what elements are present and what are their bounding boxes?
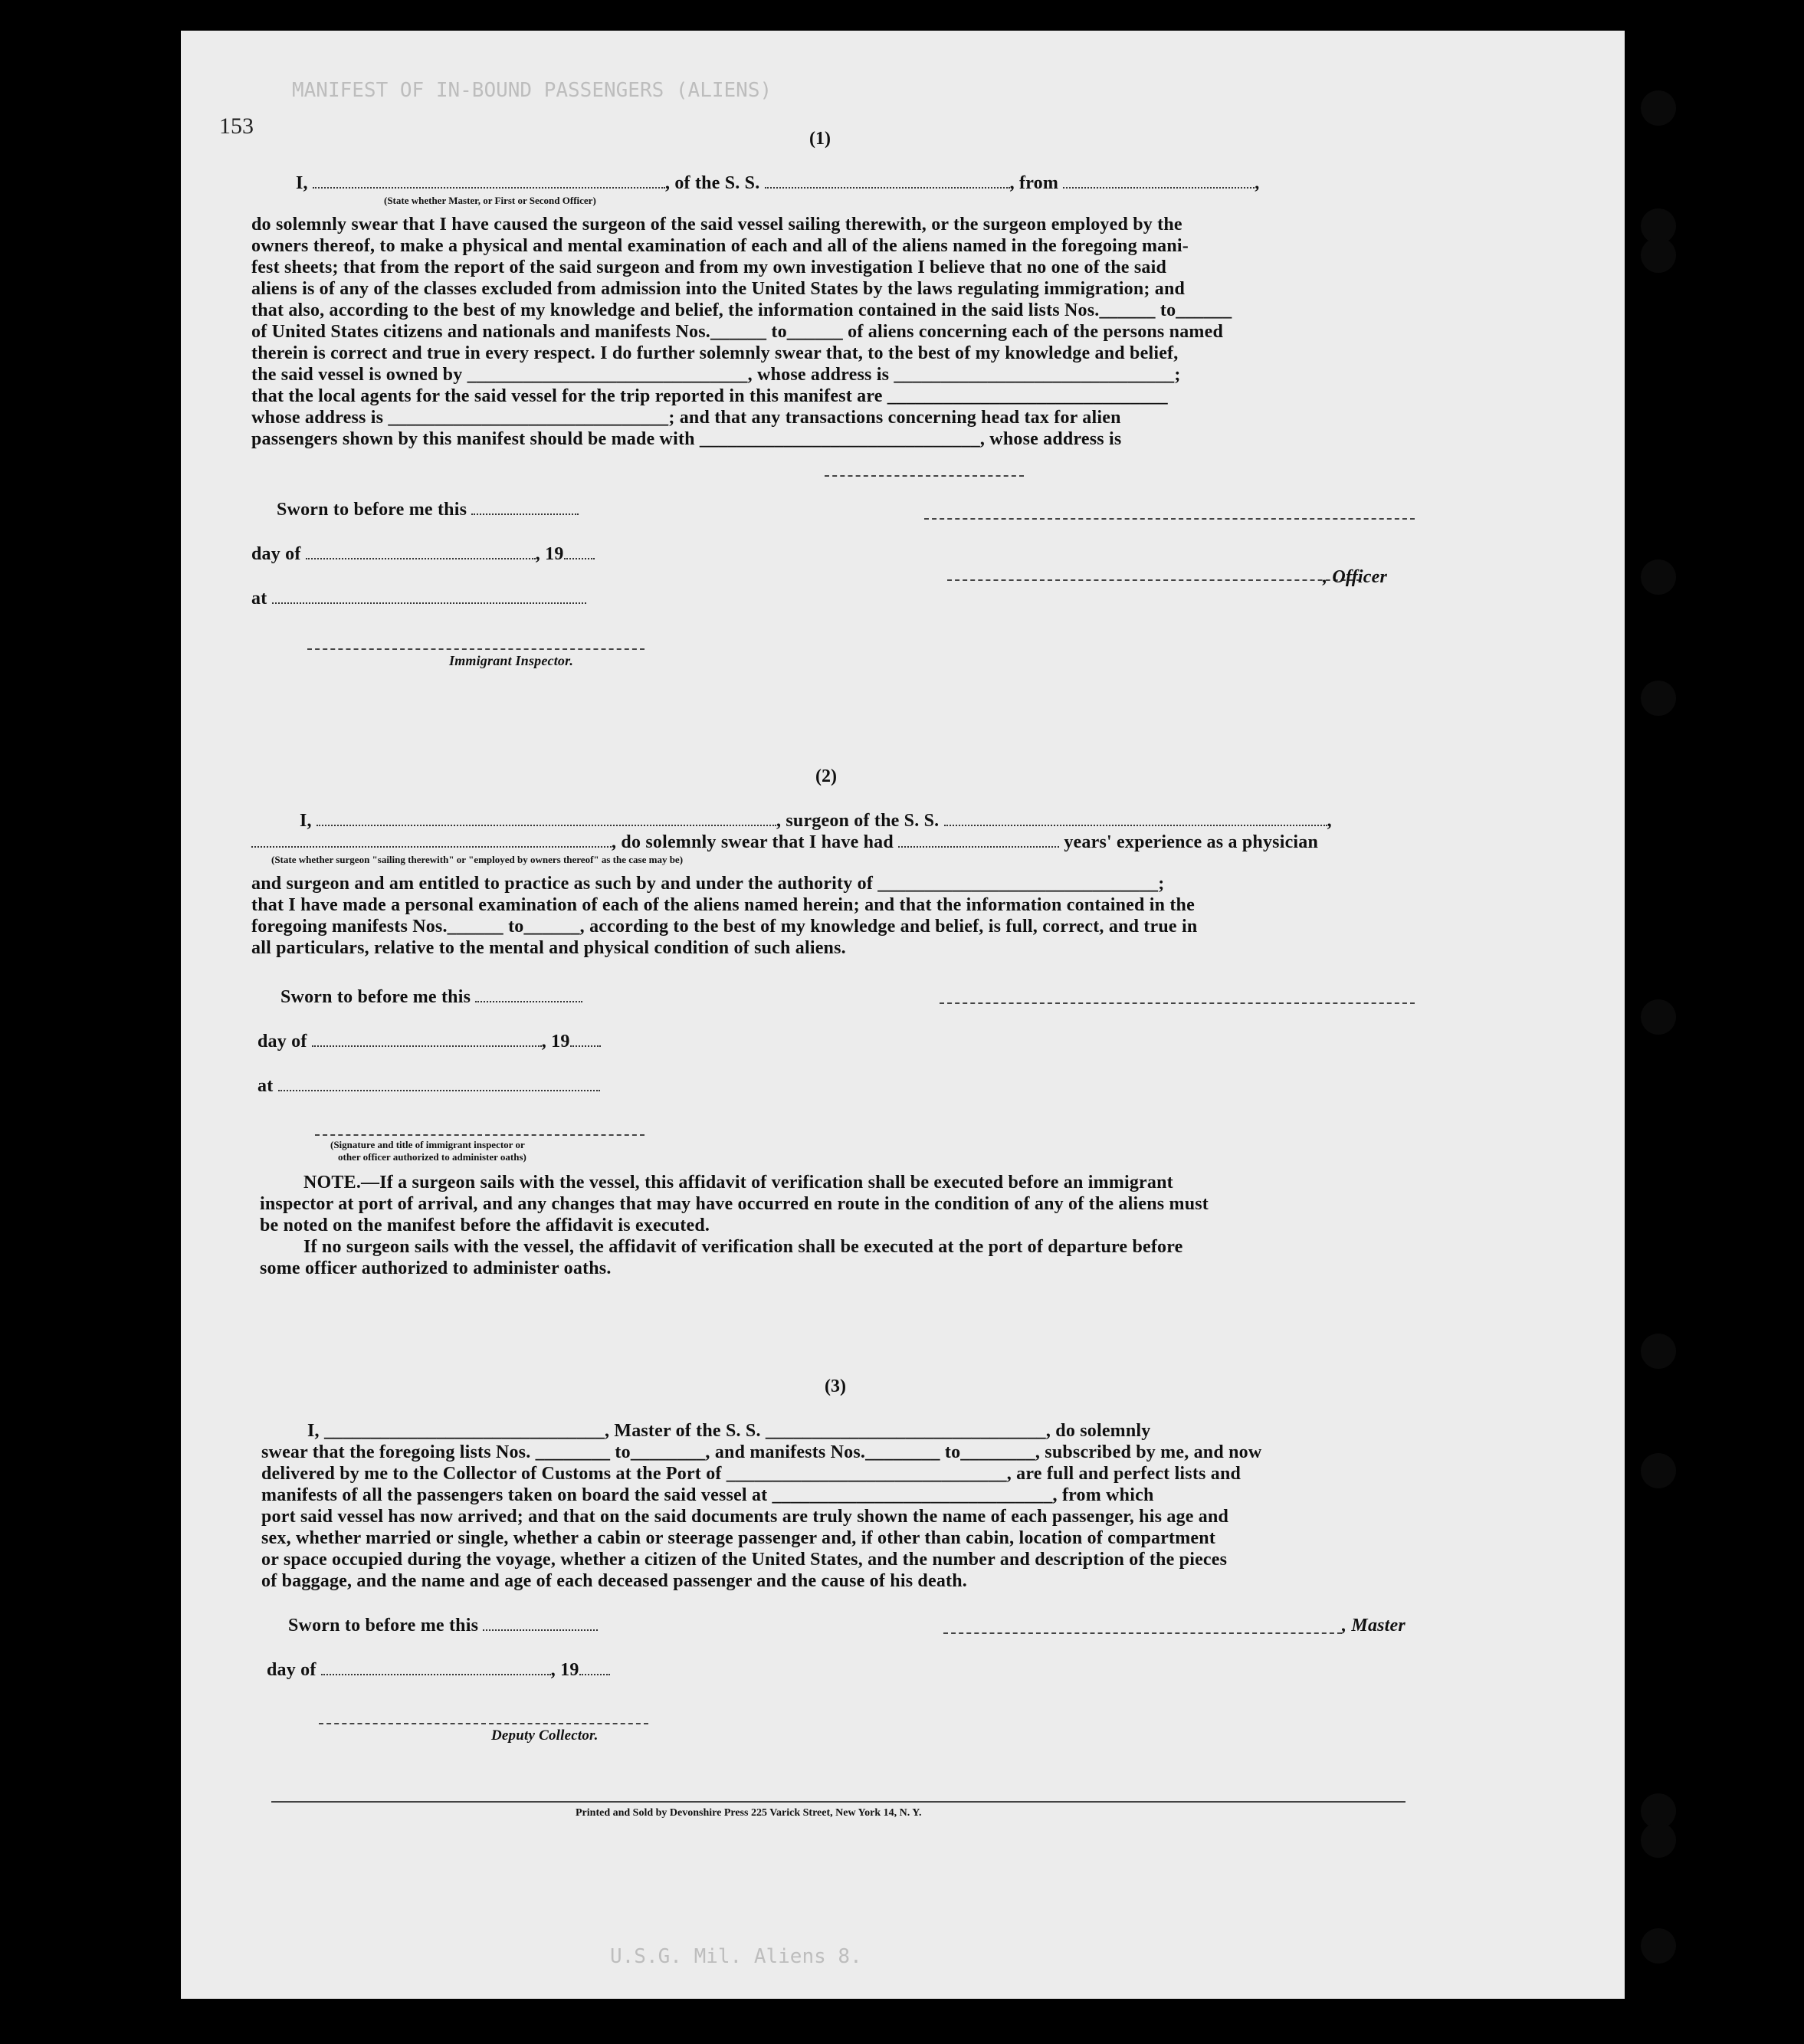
binder-hole bbox=[1641, 681, 1676, 716]
master-label: , Master bbox=[1342, 1616, 1405, 1636]
collector-label: Deputy Collector. bbox=[491, 1727, 599, 1744]
binder-hole bbox=[1641, 999, 1676, 1035]
bleed-through-bottom: U.S.G. Mil. Aliens 8. bbox=[610, 1945, 862, 1968]
section3-line-1: I, ______________________________, Master of the S. S. ______________________________, do solemnly bbox=[307, 1421, 1151, 1441]
section2-inspector-line[interactable] bbox=[315, 1134, 645, 1136]
section2-line-3: foregoing manifests Nos.______ to______, according to the best of my knowledge and belief, is full, correct, and true in bbox=[251, 917, 1198, 937]
section1-day: day of , 19 bbox=[251, 544, 595, 565]
section2-solemnly: , do solemnly swear that I have had years' experience as a physician bbox=[251, 832, 1318, 853]
section1-line-10: whose address is ______________________________; and that any transactions concerning head tax for alien bbox=[251, 408, 1121, 428]
officer-caption: (State whether Master, or First or Second Officer) bbox=[384, 195, 596, 206]
officer-label: , Officer bbox=[1323, 567, 1387, 587]
binder-hole bbox=[1641, 559, 1676, 595]
section1-at-blank[interactable] bbox=[272, 589, 586, 604]
surgeon-name-blank[interactable] bbox=[317, 811, 776, 826]
section3-line-7: or space occupied during the voyage, whether a citizen of the United States, and the number and description of the pieces bbox=[261, 1550, 1228, 1570]
section3-line-6: sex, whether married or single, whether a cabin or steerage passenger and, if other than cabin, location of compartment bbox=[261, 1528, 1216, 1548]
section3-sworn: Sworn to before me this bbox=[288, 1616, 598, 1636]
surgeon-signature-line[interactable] bbox=[940, 1002, 1415, 1004]
page-mark: 153 bbox=[219, 113, 254, 139]
section2-line-1: and surgeon and am entitled to practice as such by and under the authority of ______________________________; bbox=[251, 874, 1165, 894]
note-line-2: inspector at port of arrival, and any changes that may have occurred en route in the condition of any of the aliens must bbox=[260, 1194, 1209, 1214]
section1-line-1: do solemnly swear that I have caused the surgeon of the said vessel sailing therewith, or the surgeon employed by the bbox=[251, 215, 1182, 235]
note-line-5: some officer authorized to administer oaths. bbox=[260, 1258, 612, 1278]
section1-i: I, bbox=[296, 173, 308, 193]
section3-sworn-blank[interactable] bbox=[483, 1616, 598, 1631]
years-blank[interactable] bbox=[898, 832, 1059, 848]
inspector-signature-line[interactable] bbox=[307, 648, 645, 650]
sig-caption-1: (Signature and title of immigrant inspector or bbox=[330, 1139, 525, 1150]
section1-sworn: Sworn to before me this bbox=[277, 500, 579, 520]
binder-hole bbox=[1641, 238, 1676, 273]
section3-day-blank[interactable] bbox=[321, 1660, 551, 1675]
section3-day: day of , 19 bbox=[267, 1660, 610, 1681]
section1-line-8: the said vessel is owned by ______________________________, whose address is ______________________________; bbox=[251, 365, 1181, 385]
section2-day: day of , 19 bbox=[257, 1032, 601, 1052]
sig-caption-2: other officer authorized to administer oaths) bbox=[338, 1151, 526, 1163]
section2-number: (2) bbox=[815, 766, 837, 786]
form-page bbox=[181, 31, 1625, 1999]
collector-signature-line[interactable] bbox=[319, 1723, 648, 1724]
section1-day-blank[interactable] bbox=[306, 544, 536, 559]
note-line-4: If no surgeon sails with the vessel, the affidavit of verification shall be executed at the port of departure before bbox=[303, 1237, 1183, 1257]
binder-hole bbox=[1641, 1823, 1676, 1858]
section1-line-11: passengers shown by this manifest should be made with ______________________________, whose address is bbox=[251, 429, 1122, 449]
binder-hole bbox=[1641, 1453, 1676, 1488]
section1-number: (1) bbox=[809, 129, 831, 149]
section2-vessel-blank[interactable] bbox=[944, 811, 1327, 826]
section1-sworn-blank[interactable] bbox=[471, 500, 579, 515]
binder-hole bbox=[1641, 90, 1676, 126]
binder-hole bbox=[1641, 1334, 1676, 1369]
section1-line-3: fest sheets; that from the report of the said surgeon and from my own investigation I believe that no one of the said bbox=[251, 258, 1167, 277]
footer-rule bbox=[271, 1801, 1405, 1803]
section1-line-5: that also, according to the best of my knowledge and belief, the information contained in the said lists Nos.______ to______ bbox=[251, 300, 1232, 320]
section3-line-5: port said vessel has now arrived; and that on the said documents are truly shown the name of each passenger, his age and bbox=[261, 1507, 1229, 1527]
section1-line-9: that the local agents for the said vessel for the trip reported in this manifest are ______________________________ bbox=[251, 386, 1168, 406]
section1-at: at bbox=[251, 589, 586, 609]
surgeon-status-blank[interactable] bbox=[251, 832, 612, 848]
section3-line-4: manifests of all the passengers taken on board the said vessel at ______________________________, from which bbox=[261, 1485, 1154, 1505]
binder-hole bbox=[1641, 1928, 1676, 1964]
section3-line-8: of baggage, and the name and age of each deceased passenger and the cause of his death. bbox=[261, 1571, 967, 1591]
bleed-through-header: MANIFEST OF IN-BOUND PASSENGERS (ALIENS) bbox=[292, 79, 772, 102]
vessel-name-blank[interactable] bbox=[765, 173, 1010, 189]
of-the-ss-label: , of the S. S. bbox=[664, 173, 760, 193]
section2-line-2: that I have made a personal examination of each of the aliens named herein; and that the information contained in the bbox=[251, 895, 1195, 915]
section2-sworn: Sworn to before me this bbox=[280, 987, 582, 1008]
from-port-blank[interactable] bbox=[1063, 173, 1255, 189]
section1-line-7: therein is correct and true in every respect. I do further solemnly swear that, to the best of my knowledge and belief, bbox=[251, 343, 1179, 363]
officer-name-blank[interactable] bbox=[313, 173, 665, 189]
section2-at: at bbox=[257, 1076, 600, 1097]
printer-imprint: Printed and Sold by Devonshire Press 225 Varick Street, New York 14, N. Y. bbox=[576, 1807, 922, 1819]
section1-intro: I, , of the S. S. , from , bbox=[296, 173, 1260, 193]
surgeon-caption: (State whether surgeon "sailing therewith" or "employed by owners thereof" as the case may be) bbox=[271, 854, 684, 865]
section3-number: (3) bbox=[825, 1376, 846, 1396]
section1-line-4: aliens is of any of the classes excluded from admission into the United States by the laws regulating immigration; and bbox=[251, 279, 1186, 299]
section1-line-2: owners thereof, to make a physical and mental examination of each and all of the aliens named in the foregoing mani- bbox=[251, 236, 1189, 256]
section1-line-6: of United States citizens and nationals and manifests Nos.______ to______ of aliens concerning each of the persons named bbox=[251, 322, 1224, 342]
inspector-label: Immigrant Inspector. bbox=[449, 653, 574, 668]
section2-line-4: all particulars, relative to the mental and physical condition of such aliens. bbox=[251, 938, 846, 958]
section2-sworn-blank[interactable] bbox=[475, 987, 582, 1002]
note-line-3: be noted on the manifest before the affidavit is executed. bbox=[260, 1216, 710, 1235]
section2-day-blank[interactable] bbox=[312, 1032, 542, 1047]
section2-at-blank[interactable] bbox=[278, 1076, 600, 1091]
from-label: , from bbox=[1009, 173, 1059, 193]
section3-line-3: delivered by me to the Collector of Customs at the Port of ______________________________, are full and perfect lists and bbox=[261, 1464, 1241, 1484]
note-line-1: NOTE.—If a surgeon sails with the vessel, this affidavit of verification shall be executed before an immigrant bbox=[303, 1173, 1173, 1193]
section2-intro: I, , surgeon of the S. S. , bbox=[300, 811, 1332, 831]
address-blank[interactable] bbox=[825, 475, 1024, 477]
officer-signature-line-top[interactable] bbox=[924, 518, 1415, 520]
officer-signature-line[interactable] bbox=[947, 579, 1361, 581]
master-signature-line[interactable] bbox=[943, 1632, 1342, 1634]
section3-line-2: swear that the foregoing lists Nos. ________ to________, and manifests Nos.________ to________, subscribed by me, and now bbox=[261, 1442, 1262, 1462]
